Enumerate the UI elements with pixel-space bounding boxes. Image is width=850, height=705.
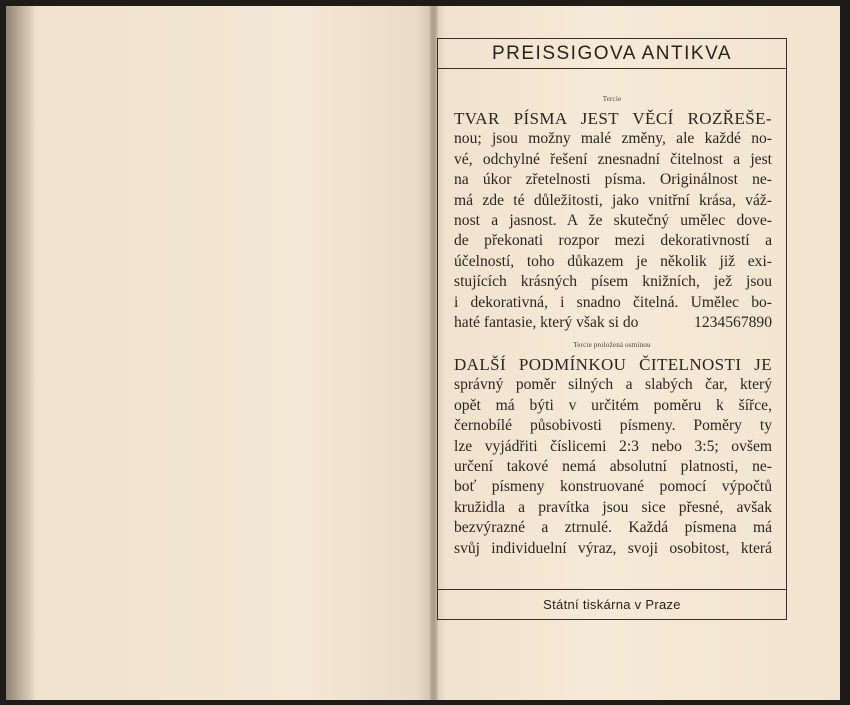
text-line: černobílé působivosti písmeny. Poměry ty (454, 417, 772, 435)
text-line: na úkor zřetelnosti písma. Originálnost ne- (454, 171, 772, 189)
text-line: opět má býti v určitém poměru k šířce, (454, 396, 772, 414)
section2-caption: Tercie proložená osminou (573, 341, 651, 349)
section1-caption: Tercie (602, 95, 622, 103)
page-edge-shadow (6, 6, 36, 700)
left-page (6, 6, 434, 700)
text-line: kružidla a pravítka jsou sice přesné, avšak (454, 498, 772, 516)
text-line: TVAR PÍSMA JEST VĚCÍ ROZŘEŠE- (454, 109, 772, 128)
text-line: účelností, toho důkazem je několik již exi- (454, 252, 772, 270)
section1-text (454, 109, 772, 333)
text-line: určení takové nemá absolutní platnosti, ne- (454, 458, 772, 476)
text-line: má zde té důležitosti, jako vnitřní krása, váž- (454, 191, 772, 209)
text-fragment: haté fantasie, který však si do (454, 314, 639, 332)
text-line: boť písmeny konstruované pomocí výpočtů (454, 478, 772, 496)
text-line: svůj individuelní výraz, svoji osobitost, která (454, 539, 772, 557)
text-line: DALŠÍ PODMÍNKOU ČITELNOSTI JE (454, 355, 772, 374)
numerals-sample: 1234567890 (694, 314, 772, 332)
text-line: správný poměr silných a slabých čar, který (454, 376, 772, 394)
text-line: de překonati rozpor mezi dekorativností a (454, 232, 772, 250)
publisher-footer: Státní tiskárna v Praze (438, 589, 786, 619)
text-line-last (454, 313, 772, 333)
page-title: PREISSIGOVA ANTIKVA (438, 39, 786, 69)
section2-text (454, 355, 772, 559)
text-line: stujících krásných písem knižních, jež jsou (454, 273, 772, 291)
text-line: vé, odchylné řešení znesnadní čitelnost a jest (454, 150, 772, 168)
text-line: nost a jasnost. A že skutečný umělec dove- (454, 212, 772, 230)
text-line: i dekorativná, i snadno čitelná. Umělec bo- (454, 293, 772, 311)
text-line: lze vyjádřiti číslicemi 2:3 nebo 3:5; ovšem (454, 437, 772, 455)
specimen-frame (437, 38, 787, 620)
text-line: bezvýrazné a ztrnulé. Každá písmena má (454, 519, 772, 537)
text-line: nou; jsou možny malé změny, ale každé no- (454, 130, 772, 148)
